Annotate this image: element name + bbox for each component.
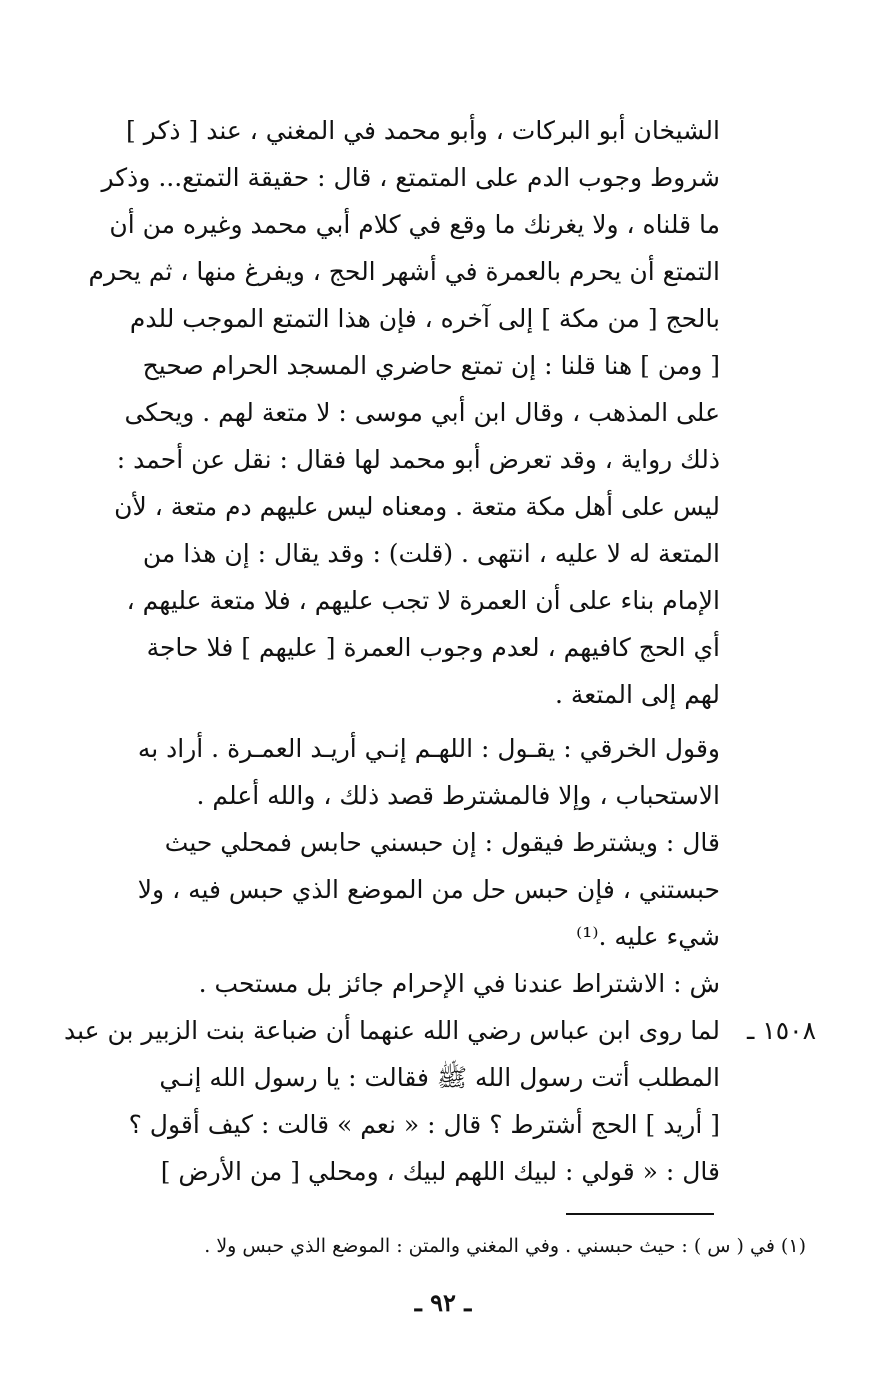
- body-line-10: المتعة له لا عليه ، انتهى . (قلت) : وقد يقال : إن هذا من: [142, 539, 720, 568]
- body-line-20: لما روى ابن عباس رضي الله عنهما أن ضباعة بنت الزبير بن عبد: [63, 1016, 720, 1045]
- footnote-separator: [566, 1213, 714, 1215]
- body-line-5: بالحج [ من مكة ] إلى آخره ، فإن هذا التمتع الموجب للدم: [129, 304, 720, 333]
- body-line-23: قال : « قولي : لبيك اللهم لبيك ، ومحلي [ من الأرض ]: [160, 1157, 720, 1186]
- body-line-7: على المذهب ، وقال ابن أبي موسى : لا متعة لهم . ويحكى: [124, 398, 720, 427]
- body-line-15: الاستحباب ، وإلا فالمشترط قصد ذلك ، والله أعلم .: [196, 781, 720, 810]
- body-line-18: شيء عليه .⁽¹⁾: [576, 922, 720, 951]
- body-line-14: وقول الخرقي : يقـول : اللهـم إنـي أريـد العمـرة . أراد به: [137, 734, 720, 763]
- body-line-12: أي الحج كافيهم ، لعدم وجوب العمرة [ عليهم ] فلا حاجة: [146, 633, 720, 662]
- body-line-11: الإمام بناء على أن العمرة لا تجب عليهم ، فلا متعة عليهم ،: [126, 586, 720, 615]
- body-line-17: حبستني ، فإن حبس حل من الموضع الذي حبس فيه ، ولا: [137, 875, 720, 904]
- body-line-21: المطلب أتت رسول الله ﷺ فقالت : يا رسول الله إنـي: [159, 1063, 720, 1092]
- body-line-19: ش : الاشتراط عندنا في الإحرام جائز بل مستحب .: [198, 969, 720, 998]
- page-number: ـ ٩٢ ـ: [414, 1288, 472, 1317]
- footnote: (١) في ( س ) : حيث حبسني . وفي المغني والمتن : الموضع الذي حبس ولا .: [204, 1235, 806, 1257]
- body-line-22: [ أريد ] الحج أشترط ؟ قال : « نعم » قالت : كيف أقول ؟: [128, 1110, 720, 1139]
- body-line-16: قال : ويشترط فيقول : إن حبسني حابس فمحلي حيث: [164, 828, 720, 857]
- body-line-6: [ ومن ] هنا قلنا : إن تمتع حاضري المسجد الحرام صحيح: [142, 351, 720, 380]
- body-line-4: التمتع أن يحرم بالعمرة في أشهر الحج ، ويفرغ منها ، ثم يحرم: [88, 257, 720, 286]
- body-line-3: ما قلناه ، ولا يغرنك ما وقع في كلام أبي محمد وغيره من أن: [109, 210, 720, 239]
- hadith-number: ١٥٠٨ ـ: [747, 1016, 816, 1045]
- body-line-9: ليس على أهل مكة متعة . ومعناه ليس عليهم دم متعة ، لأن: [114, 492, 720, 521]
- body-line-2: شروط وجوب الدم على المتمتع ، قال : حقيقة التمتع... وذكر: [101, 163, 720, 192]
- body-line-13: لهم إلى المتعة .: [555, 680, 720, 709]
- body-line-8: ذلك رواية ، وقد تعرض أبو محمد لها فقال : نقل عن أحمد :: [116, 445, 720, 474]
- body-line-1: الشيخان أبو البركات ، وأبو محمد في المغني ، عند [ ذكر ]: [126, 116, 720, 145]
